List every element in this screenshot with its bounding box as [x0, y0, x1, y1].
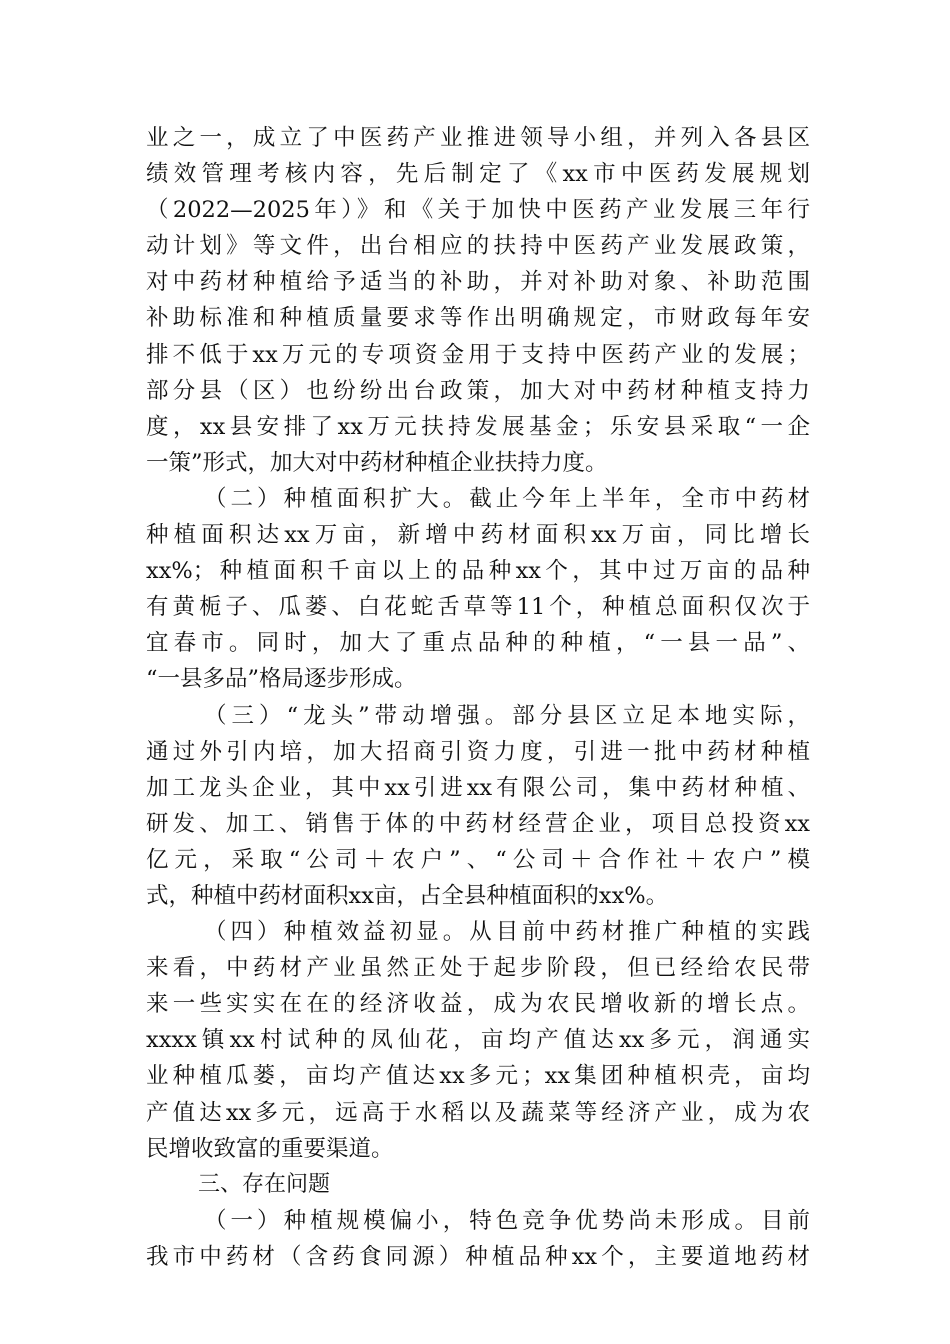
text-line: 种植面积达xx万亩，新增中药材面积xx万亩，同比增长 [146, 522, 810, 549]
text-line: 民增收致富的重要渠道。 [146, 1135, 394, 1162]
text-line: 研发、加工、销售于体的中药材经营企业，项目总投资xx [146, 810, 810, 837]
text-line: 来一些实实在在的经济收益，成为农民增收新的增长点。 [146, 991, 810, 1018]
text-line: 业之一，成立了中医药产业推进领导小组，并列入各县区 [146, 125, 810, 151]
text-line: “一县多品”格局逐步形成。 [146, 666, 417, 693]
text-line: 对中药材种植给予适当的补助，并对补助对象、补助范围 [146, 269, 810, 296]
text-line: 我市中药材（含药食同源）种植品种xx个，主要道地药材 [146, 1243, 810, 1270]
text-line: 式，种植中药材面积xx亩，占全县种植面积的xx%。 [146, 882, 669, 909]
text-line: 动计划》等文件，出台相应的扶持中医药产业发展政策， [146, 233, 810, 260]
text-line: 通过外引内培，加大招商引资力度，引进一批中药材种植 [146, 738, 810, 765]
text-line: （二）种植面积扩大。截止今年上半年，全市中药材 [204, 485, 810, 512]
text-line: 有黄栀子、瓜蒌、白花蛇舌草等11个，种植总面积仅次于 [146, 594, 810, 621]
text-line: （三）“龙头”带动增强。部分县区立足本地实际， [204, 702, 810, 729]
text-line: 绩效管理考核内容，先后制定了《xx市中医药发展规划 [146, 161, 810, 188]
text-line: （一）种植规模偏小，特色竞争优势尚未形成。目前 [204, 1207, 810, 1234]
text-line: （四）种植效益初显。从目前中药材推广种植的实践 [204, 919, 810, 946]
text-line: （2022—2025年）》和《关于加快中医药产业发展三年行 [146, 197, 810, 224]
text-line: 亿元，采取“公司＋农户”、“公司＋合作社＋农户”模 [146, 846, 810, 873]
text-line: 产值达xx多元，远高于水稻以及蔬菜等经济产业，成为农 [146, 1099, 810, 1126]
text-line: xxxx镇xx村试种的凤仙花，亩均产值达xx多元，润通实 [146, 1027, 810, 1054]
text-line: 补助标准和种植质量要求等作出明确规定，市财政每年安 [146, 305, 810, 332]
text-line: 来看，中药材产业虽然正处于起步阶段，但已经给农民带 [146, 955, 810, 982]
body-text [146, 120, 810, 1275]
text-line: 加工龙头企业，其中xx引进xx有限公司，集中药材种植、 [146, 774, 810, 801]
text-line: xx%；种植面积千亩以上的品种xx个，其中过万亩的品种 [146, 558, 810, 585]
text-line: 业种植瓜蒌，亩均产值达xx多元；xx集团种植枳壳，亩均 [146, 1063, 810, 1090]
text-line: 部分县（区）也纷纷出台政策，加大对中药材种植支持力 [146, 377, 810, 404]
text-line: 宜春市。同时，加大了重点品种的种植，“一县一品”、 [146, 630, 810, 657]
text-line: 度，xx县安排了xx万元扶持发展基金；乐安县采取“一企 [146, 413, 810, 440]
text-line: 一策”形式，加大对中药材种植企业扶持力度。 [146, 449, 608, 476]
section-heading: 三、存在问题 [198, 1171, 331, 1197]
text-line: 排不低于xx万元的专项资金用于支持中医药产业的发展； [146, 341, 810, 368]
